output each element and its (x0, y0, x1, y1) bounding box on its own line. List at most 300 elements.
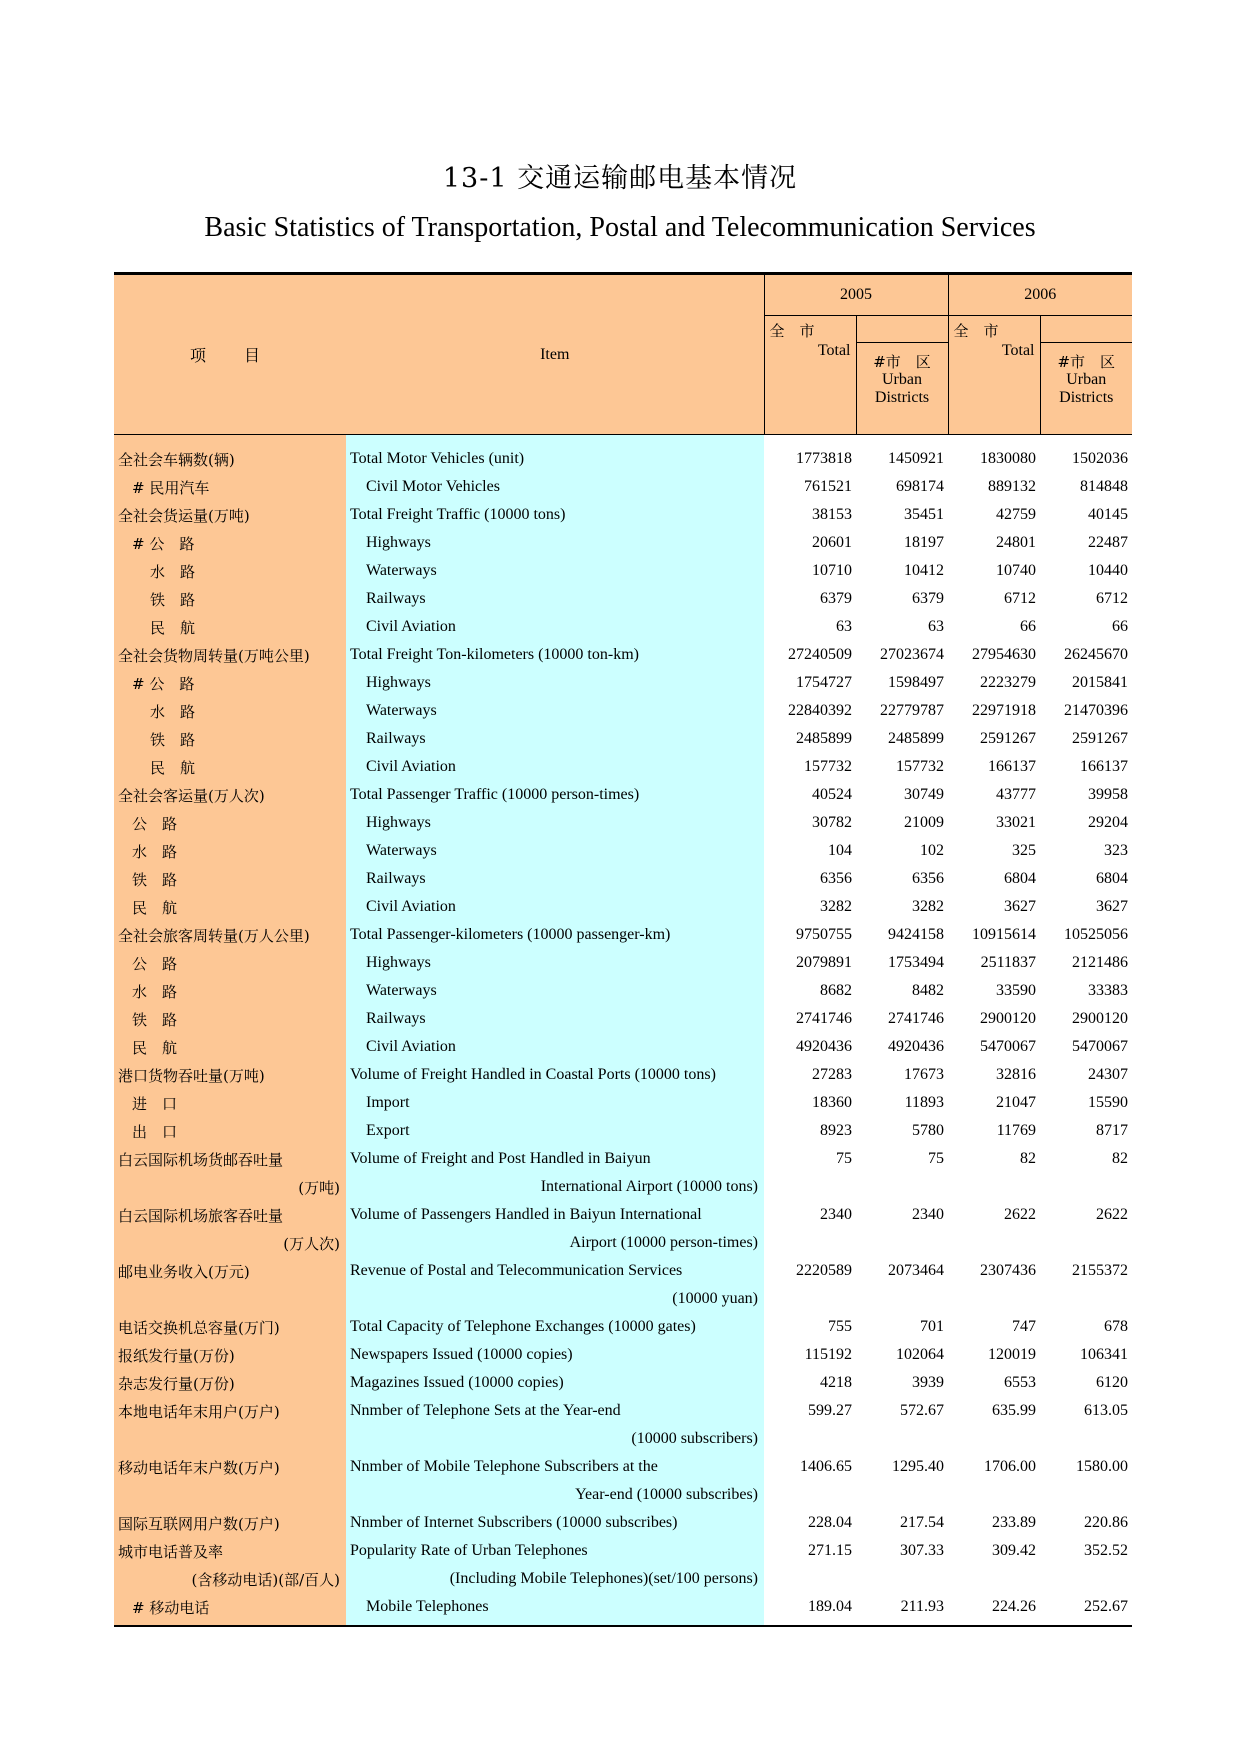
value-2005-urban: 2340 (912, 1206, 944, 1223)
table-row (114, 949, 1132, 977)
value-2005-urban (856, 1229, 948, 1257)
value-2005-urban (856, 1425, 948, 1453)
value-2006-total: 6712 (1004, 590, 1036, 607)
header-year-2005: 2005 (764, 274, 948, 316)
row-label-cn: 电话交换机总容量(万门) (114, 1313, 346, 1341)
table-row (114, 1453, 1132, 1481)
value-2005-urban: 4920436 (888, 1038, 944, 1055)
row-label-en: Total Passenger Traffic (10000 person-times) (346, 781, 764, 809)
value-2005-total: 2340 (820, 1206, 852, 1223)
row-label-en: Import (346, 1089, 764, 1117)
value-2005-urban: 35451 (904, 506, 944, 523)
row-label-en: Airport (10000 person-times) (346, 1229, 764, 1257)
value-2005-total: 27240509 (788, 646, 852, 663)
row-label-cn: 铁 路 (114, 725, 346, 753)
value-2005-total: 2741746 (796, 1010, 852, 1027)
value-2005-total: 189.04 (764, 1593, 856, 1626)
row-label-en: Total Passenger-kilometers (10000 passenger-km) (346, 921, 764, 949)
table-row (114, 1089, 1132, 1117)
row-label-cn: 城市电话普及率 (114, 1537, 346, 1565)
value-2006-urban (1040, 1481, 1132, 1509)
header-total-2006: 全 市 Total (948, 316, 1040, 435)
row-label-cn: 水 路 (114, 697, 346, 725)
row-label-cn: 全社会货物周转量(万吨公里) (114, 641, 346, 669)
value-2005-urban: 9424158 (888, 926, 944, 943)
value-2005-urban: 5780 (912, 1122, 944, 1139)
value-2005-urban: 698174 (896, 478, 944, 495)
value-2006-total (948, 1565, 1040, 1593)
value-2006-total: 325 (1012, 842, 1036, 859)
table-row (114, 1061, 1132, 1089)
value-2006-urban: 15590 (1088, 1094, 1128, 1111)
value-2006-urban: 678 (1104, 1318, 1128, 1335)
value-2005-urban: 2485899 (888, 730, 944, 747)
row-label-en: Railways (346, 585, 764, 613)
row-label-en: Magazines Issued (10000 copies) (346, 1369, 764, 1397)
row-label-en: Civil Motor Vehicles (346, 473, 764, 501)
value-2006-urban: 22487 (1088, 534, 1128, 551)
table-row (114, 1425, 1132, 1453)
value-2005-urban (856, 1481, 948, 1509)
row-label-en: Total Freight Ton-kilometers (10000 ton-km) (346, 641, 764, 669)
table-row (114, 1173, 1132, 1201)
value-2005-urban: 17673 (904, 1066, 944, 1083)
value-2006-urban: 82 (1112, 1150, 1128, 1167)
table-row (114, 1313, 1132, 1341)
value-2006-urban: 26245670 (1064, 646, 1128, 663)
value-2005-total: 22840392 (788, 702, 852, 719)
row-label-en: Railways (346, 725, 764, 753)
value-2006-total: 3627 (1004, 898, 1036, 915)
value-2006-urban: 21470396 (1064, 702, 1128, 719)
row-label-cn: 公 路 (114, 809, 346, 837)
value-2006-total: 27954630 (972, 646, 1036, 663)
value-2005-urban: 211.93 (856, 1593, 948, 1626)
statistics-table (114, 272, 1132, 1627)
row-label-cn: 全社会客运量(万人次) (114, 781, 346, 809)
header-urban-2005: #市 区 Urban Districts (856, 343, 948, 435)
value-2006-total (948, 1173, 1040, 1201)
value-2006-total: 1706.00 (984, 1458, 1036, 1475)
row-label-en: (Including Mobile Telephones)(set/100 persons) (346, 1565, 764, 1593)
value-2006-urban: 2591267 (1072, 730, 1128, 747)
value-2005-urban: 572.67 (900, 1402, 944, 1419)
value-2006-urban: 33383 (1088, 982, 1128, 999)
value-2005-urban: 1598497 (888, 674, 944, 691)
value-2005-total: 4218 (820, 1374, 852, 1391)
value-2005-urban: 30749 (904, 786, 944, 803)
value-2006-total: 22971918 (972, 702, 1036, 719)
value-2006-total: 2307436 (980, 1262, 1036, 1279)
value-2005-total: 104 (828, 842, 852, 859)
table-row (114, 473, 1132, 501)
value-2005-total: 115192 (804, 1346, 852, 1363)
value-2006-urban: 166137 (1080, 758, 1128, 775)
row-label-en: Civil Aviation (346, 893, 764, 921)
table-row (114, 501, 1132, 529)
row-label-en: Civil Aviation (346, 613, 764, 641)
value-2006-urban: 3627 (1096, 898, 1128, 915)
row-label-cn: 杂志发行量(万份) (114, 1369, 346, 1397)
row-label-en: Export (346, 1117, 764, 1145)
row-label-en: Waterways (346, 977, 764, 1005)
value-2005-total: 63 (836, 618, 852, 635)
value-2005-total: 8923 (820, 1122, 852, 1139)
value-2006-urban: 323 (1104, 842, 1128, 859)
table-row (114, 921, 1132, 949)
value-2005-urban: 157732 (896, 758, 944, 775)
row-label-en: Total Motor Vehicles (unit) (346, 435, 764, 474)
value-2005-total: 6356 (820, 870, 852, 887)
table-row (114, 1481, 1132, 1509)
row-label-en: (10000 yuan) (346, 1285, 764, 1313)
row-label-en: Newspapers Issued (10000 copies) (346, 1341, 764, 1369)
value-2005-total (764, 1481, 856, 1509)
value-2005-urban: 27023674 (880, 646, 944, 663)
row-label-cn: 水 路 (114, 977, 346, 1005)
value-2006-total (948, 1425, 1040, 1453)
table-row (114, 1509, 1132, 1537)
value-2005-total: 8682 (820, 982, 852, 999)
value-2005-total: 40524 (812, 786, 852, 803)
value-2005-total: 6379 (820, 590, 852, 607)
value-2005-urban: 2073464 (888, 1262, 944, 1279)
row-label-cn: 公 路 (114, 949, 346, 977)
value-2006-urban: 10440 (1088, 562, 1128, 579)
value-2006-urban: 352.52 (1084, 1542, 1128, 1559)
table-row (114, 1369, 1132, 1397)
row-label-en: Highways (346, 529, 764, 557)
value-2006-urban: 2900120 (1072, 1010, 1128, 1027)
table-row (114, 1285, 1132, 1313)
table-row (114, 529, 1132, 557)
value-2005-urban (856, 1565, 948, 1593)
value-2006-urban (1040, 1173, 1132, 1201)
row-label-cn: 铁 路 (114, 865, 346, 893)
value-2006-total: 32816 (996, 1066, 1036, 1083)
row-label-en: Volume of Freight Handled in Coastal Ports (10000 tons) (346, 1061, 764, 1089)
value-2005-total: 599.27 (808, 1402, 852, 1419)
value-2005-urban (856, 1285, 948, 1313)
value-2006-urban: 66 (1112, 618, 1128, 635)
table-row (114, 1565, 1132, 1593)
value-2006-total: 43777 (996, 786, 1036, 803)
table-row (114, 781, 1132, 809)
header-total-2005: 全 市 Total (764, 316, 856, 435)
value-2005-urban: 63 (928, 618, 944, 635)
value-2006-total: 224.26 (948, 1593, 1040, 1626)
table-row (114, 669, 1132, 697)
value-2005-urban: 11893 (904, 1094, 944, 1111)
row-label-en: Waterways (346, 837, 764, 865)
value-2006-total: 635.99 (992, 1402, 1036, 1419)
row-label-cn: 报纸发行量(万份) (114, 1341, 346, 1369)
row-label-en: Volume of Freight and Post Handled in Baiyun (346, 1145, 764, 1173)
value-2005-total (764, 1173, 856, 1201)
value-2006-urban (1040, 1425, 1132, 1453)
value-2006-urban: 10525056 (1064, 926, 1128, 943)
table-header (114, 274, 1132, 435)
value-2006-urban: 613.05 (1084, 1402, 1128, 1419)
table-row (114, 1005, 1132, 1033)
row-label-cn: 邮电业务收入(万元) (114, 1257, 346, 1285)
row-label-en: (10000 subscribers) (346, 1425, 764, 1453)
table-row (114, 557, 1132, 585)
table-row (114, 1341, 1132, 1369)
row-label-cn: 进 口 (114, 1089, 346, 1117)
value-2005-urban: 18197 (904, 534, 944, 551)
row-label-cn: 出 口 (114, 1117, 346, 1145)
value-2005-urban: 1295.40 (892, 1458, 944, 1475)
value-2005-total: 271.15 (808, 1542, 852, 1559)
value-2006-total: 6804 (1004, 870, 1036, 887)
value-2005-total: 18360 (812, 1094, 852, 1111)
table-row (114, 697, 1132, 725)
row-label-cn (114, 1425, 346, 1453)
value-2005-total: 157732 (804, 758, 852, 775)
page-title-cn: 13-1 交通运输邮电基本情况 (442, 163, 798, 194)
value-2006-urban: 1502036 (1072, 450, 1128, 467)
value-2005-total: 20601 (812, 534, 852, 551)
value-2006-total: 2511837 (980, 954, 1036, 971)
value-2006-total (948, 1229, 1040, 1257)
value-2006-urban (1040, 1285, 1132, 1313)
row-label-en: Revenue of Postal and Telecommunication Services (346, 1257, 764, 1285)
table-row (114, 809, 1132, 837)
value-2006-total: 5470067 (980, 1038, 1036, 1055)
table-row (114, 585, 1132, 613)
value-2006-total (948, 1481, 1040, 1509)
row-label-cn: 移动电话年末户数(万户) (114, 1453, 346, 1481)
value-2005-urban: 102 (920, 842, 944, 859)
value-2006-urban: 1580.00 (1076, 1458, 1128, 1475)
value-2006-urban: 8717 (1096, 1122, 1128, 1139)
value-2006-urban (1040, 1229, 1132, 1257)
header-item-cn: 项 目 (114, 274, 346, 435)
value-2005-urban: 307.33 (900, 1542, 944, 1559)
value-2005-urban: 1753494 (888, 954, 944, 971)
row-label-cn: 港口货物吞吐量(万吨) (114, 1061, 346, 1089)
table-row (114, 837, 1132, 865)
row-label-cn: 水 路 (114, 837, 346, 865)
value-2005-total (764, 1565, 856, 1593)
value-2006-total: 233.89 (992, 1514, 1036, 1531)
value-2005-urban: 21009 (904, 814, 944, 831)
value-2005-total: 2079891 (796, 954, 852, 971)
row-label-en: Highways (346, 809, 764, 837)
table-row (114, 725, 1132, 753)
value-2006-total: 747 (1012, 1318, 1036, 1335)
value-2005-total: 10710 (812, 562, 852, 579)
table-row (114, 865, 1132, 893)
value-2006-total: 11769 (996, 1122, 1036, 1139)
value-2006-total: 66 (1020, 618, 1036, 635)
value-2005-total: 4920436 (796, 1038, 852, 1055)
table-row (114, 1033, 1132, 1061)
row-label-cn: 民 航 (114, 893, 346, 921)
row-label-cn (114, 1481, 346, 1509)
value-2006-urban: 2155372 (1072, 1262, 1128, 1279)
value-2006-total: 21047 (996, 1094, 1036, 1111)
value-2006-total: 33021 (996, 814, 1036, 831)
table-row (114, 1117, 1132, 1145)
value-2005-urban: 102064 (896, 1346, 944, 1363)
row-label-en: Railways (346, 1005, 764, 1033)
value-2006-urban: 24307 (1088, 1066, 1128, 1083)
value-2005-urban: 6356 (912, 870, 944, 887)
value-2005-urban: 3282 (912, 898, 944, 915)
row-label-cn: # 公 路 (114, 669, 346, 697)
row-label-cn: 民 航 (114, 613, 346, 641)
row-label-cn: # 公 路 (114, 529, 346, 557)
table-row (114, 1593, 1132, 1626)
value-2006-total: 10915614 (972, 926, 1036, 943)
row-label-en: Highways (346, 949, 764, 977)
value-2006-total: 2622 (1004, 1206, 1036, 1223)
row-label-cn: 白云国际机场旅客吞吐量 (114, 1201, 346, 1229)
value-2006-total: 889132 (988, 478, 1036, 495)
table-body (114, 435, 1132, 1627)
table-row (114, 753, 1132, 781)
table-row (114, 1229, 1132, 1257)
value-2006-urban: 6120 (1096, 1374, 1128, 1391)
row-label-en: Year-end (10000 subscribes) (346, 1481, 764, 1509)
row-label-cn: (万吨) (114, 1173, 346, 1201)
row-label-cn: (含移动电话)(部/百人) (114, 1565, 346, 1593)
row-label-cn: 全社会货运量(万吨) (114, 501, 346, 529)
row-label-en: Highways (346, 669, 764, 697)
value-2006-total: 42759 (996, 506, 1036, 523)
table-row (114, 1145, 1132, 1173)
row-label-en: Nnmber of Internet Subscribers (10000 subscribes) (346, 1509, 764, 1537)
value-2006-urban: 39958 (1088, 786, 1128, 803)
value-2006-total: 120019 (988, 1346, 1036, 1363)
row-label-cn: 水 路 (114, 557, 346, 585)
header-year-2006: 2006 (948, 274, 1132, 316)
row-label-cn: 本地电话年末用户(万户) (114, 1397, 346, 1425)
value-2005-total: 1406.65 (800, 1458, 852, 1475)
value-2005-urban: 217.54 (900, 1514, 944, 1531)
value-2006-total: 24801 (996, 534, 1036, 551)
value-2005-total: 761521 (804, 478, 852, 495)
table-row (114, 977, 1132, 1005)
value-2005-total: 27283 (812, 1066, 852, 1083)
value-2005-urban: 22779787 (880, 702, 944, 719)
value-2005-urban: 6379 (912, 590, 944, 607)
value-2005-total: 228.04 (808, 1514, 852, 1531)
row-label-cn: 全社会旅客周转量(万人公里) (114, 921, 346, 949)
row-label-cn: 铁 路 (114, 585, 346, 613)
row-label-en: Nnmber of Telephone Sets at the Year-end (346, 1397, 764, 1425)
row-label-en: Civil Aviation (346, 1033, 764, 1061)
value-2006-urban: 106341 (1080, 1346, 1128, 1363)
value-2006-total: 1830080 (980, 450, 1036, 467)
value-2005-total: 75 (836, 1150, 852, 1167)
value-2006-urban: 252.67 (1040, 1593, 1132, 1626)
value-2005-total: 38153 (812, 506, 852, 523)
value-2005-urban: 3939 (912, 1374, 944, 1391)
header-urban-2006: #市 区 Urban Districts (1040, 343, 1132, 435)
row-label-en: Popularity Rate of Urban Telephones (346, 1537, 764, 1565)
value-2006-urban: 6712 (1096, 590, 1128, 607)
value-2005-total: 755 (828, 1318, 852, 1335)
value-2006-total: 309.42 (992, 1542, 1036, 1559)
page-title-en: Basic Statistics of Transportation, Postal and Telecommunication Services (204, 212, 1036, 243)
value-2005-total (764, 1425, 856, 1453)
value-2005-urban: 701 (920, 1318, 944, 1335)
row-label-en: Nnmber of Mobile Telephone Subscribers at the (346, 1453, 764, 1481)
table-row (114, 1537, 1132, 1565)
row-label-en: Railways (346, 865, 764, 893)
value-2006-total (948, 1285, 1040, 1313)
row-label-cn: 铁 路 (114, 1005, 346, 1033)
value-2005-total: 2220589 (796, 1262, 852, 1279)
row-label-en: Mobile Telephones (346, 1593, 764, 1626)
row-label-cn: 民 航 (114, 1033, 346, 1061)
value-2006-total: 2900120 (980, 1010, 1036, 1027)
row-label-en: Total Freight Traffic (10000 tons) (346, 501, 764, 529)
value-2006-total: 2591267 (980, 730, 1036, 747)
value-2005-total: 30782 (812, 814, 852, 831)
table-row (114, 1257, 1132, 1285)
value-2005-total (764, 1229, 856, 1257)
row-label-cn: 白云国际机场货邮吞吐量 (114, 1145, 346, 1173)
value-2005-urban: 1450921 (888, 450, 944, 467)
value-2006-urban: 2622 (1096, 1206, 1128, 1223)
value-2005-total: 3282 (820, 898, 852, 915)
row-label-cn: 民 航 (114, 753, 346, 781)
row-label-cn: # 民用汽车 (114, 473, 346, 501)
value-2006-total: 82 (1020, 1150, 1036, 1167)
value-2006-urban: 29204 (1088, 814, 1128, 831)
table-row (114, 613, 1132, 641)
value-2005-urban: 10412 (904, 562, 944, 579)
value-2006-total: 33590 (996, 982, 1036, 999)
value-2005-urban: 8482 (912, 982, 944, 999)
value-2006-urban: 5470067 (1072, 1038, 1128, 1055)
row-label-cn (114, 1285, 346, 1313)
value-2006-total: 6553 (1004, 1374, 1036, 1391)
row-label-cn: # 移动电话 (114, 1593, 346, 1626)
value-2005-total (764, 1285, 856, 1313)
table-row (114, 641, 1132, 669)
table-row (114, 893, 1132, 921)
value-2005-total: 1754727 (796, 674, 852, 691)
value-2006-urban: 6804 (1096, 870, 1128, 887)
value-2006-urban: 2015841 (1072, 674, 1128, 691)
value-2006-total: 10740 (996, 562, 1036, 579)
row-label-en: Waterways (346, 697, 764, 725)
header-item-en: Item (346, 274, 764, 435)
row-label-cn: (万人次) (114, 1229, 346, 1257)
table-row (114, 1397, 1132, 1425)
row-label-en: Waterways (346, 557, 764, 585)
value-2005-total: 9750755 (796, 926, 852, 943)
row-label-en: International Airport (10000 tons) (346, 1173, 764, 1201)
value-2006-urban: 2121486 (1072, 954, 1128, 971)
value-2005-urban: 2741746 (888, 1010, 944, 1027)
value-2006-total: 2223279 (980, 674, 1036, 691)
row-label-en: Volume of Passengers Handled in Baiyun International (346, 1201, 764, 1229)
row-label-en: Civil Aviation (346, 753, 764, 781)
value-2006-urban: 220.86 (1084, 1514, 1128, 1531)
value-2006-urban (1040, 1565, 1132, 1593)
table-row (114, 1201, 1132, 1229)
value-2006-total: 166137 (988, 758, 1036, 775)
value-2005-urban: 75 (928, 1150, 944, 1167)
value-2005-total: 1773818 (796, 450, 852, 467)
value-2005-urban (856, 1173, 948, 1201)
